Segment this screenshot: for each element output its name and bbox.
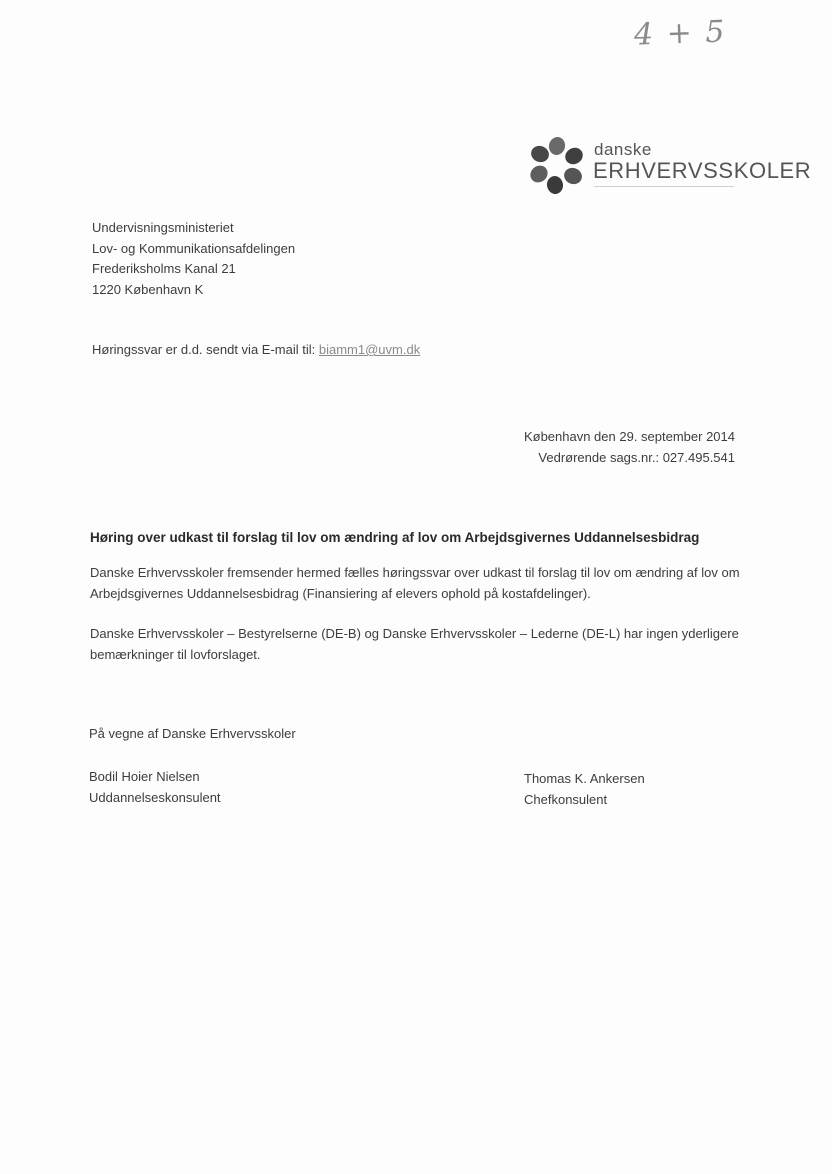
signatory-left	[89, 766, 221, 808]
logo-text-big: ERHVERVSSKOLER	[593, 158, 812, 183]
address-line: Frederiksholms Kanal 21	[92, 261, 236, 276]
email-link[interactable]: biamm1@uvm.dk	[318, 342, 421, 357]
signatory-name: Bodil Hoier Nielsen	[89, 769, 200, 784]
signatory-title: Chefkonsulent	[524, 792, 608, 807]
date-block	[524, 426, 735, 468]
organization-logo	[528, 136, 812, 198]
address-line: Lov- og Kommunikationsafdelingen	[92, 240, 296, 256]
address-line: Undervisningsministeriet	[92, 220, 234, 235]
case-number-line: Vedrørende sags.nr.: 027.495.541	[538, 450, 735, 465]
signatory-right	[524, 768, 645, 810]
body-paragraph-2: Danske Erhvervsskoler – Bestyrelserne (DE-B) og Danske Erhvervsskoler – Lederne (DE-L) har ingen yderligere bemærkninger til lovforslaget.	[90, 626, 739, 662]
signatory-title: Uddannelseskonsulent	[89, 790, 221, 805]
body-paragraph-1: Danske Erhvervsskoler fremsender hermed fælles høringssvar over udkast til forslag til lov om ændring af lov om Arbejdsgivernes Uddannelsesbidrag (Finansiering af elevers ophold på kostafdelinger).	[90, 565, 740, 601]
logo-flower-icon	[528, 136, 586, 194]
signatory-name: Thomas K. Ankersen	[524, 771, 645, 786]
letter-subject: Høring over udkast til forslag til lov om ændring af lov om Arbejdsgivernes Uddannelsesbidrag	[90, 530, 700, 545]
closing-line: På vegne af Danske Erhvervsskoler	[89, 726, 296, 741]
logo-text-small: danske	[594, 140, 652, 159]
sent-note-text: Høringssvar er d.d. sendt via E-mail til:	[92, 342, 319, 357]
recipient-address	[92, 218, 295, 300]
date-line: København den 29. september 2014	[523, 429, 735, 444]
handwritten-note: 4 + 5	[633, 14, 727, 53]
logo-divider	[594, 186, 734, 187]
address-line: 1220 København K	[92, 281, 204, 297]
sent-note	[92, 342, 420, 357]
